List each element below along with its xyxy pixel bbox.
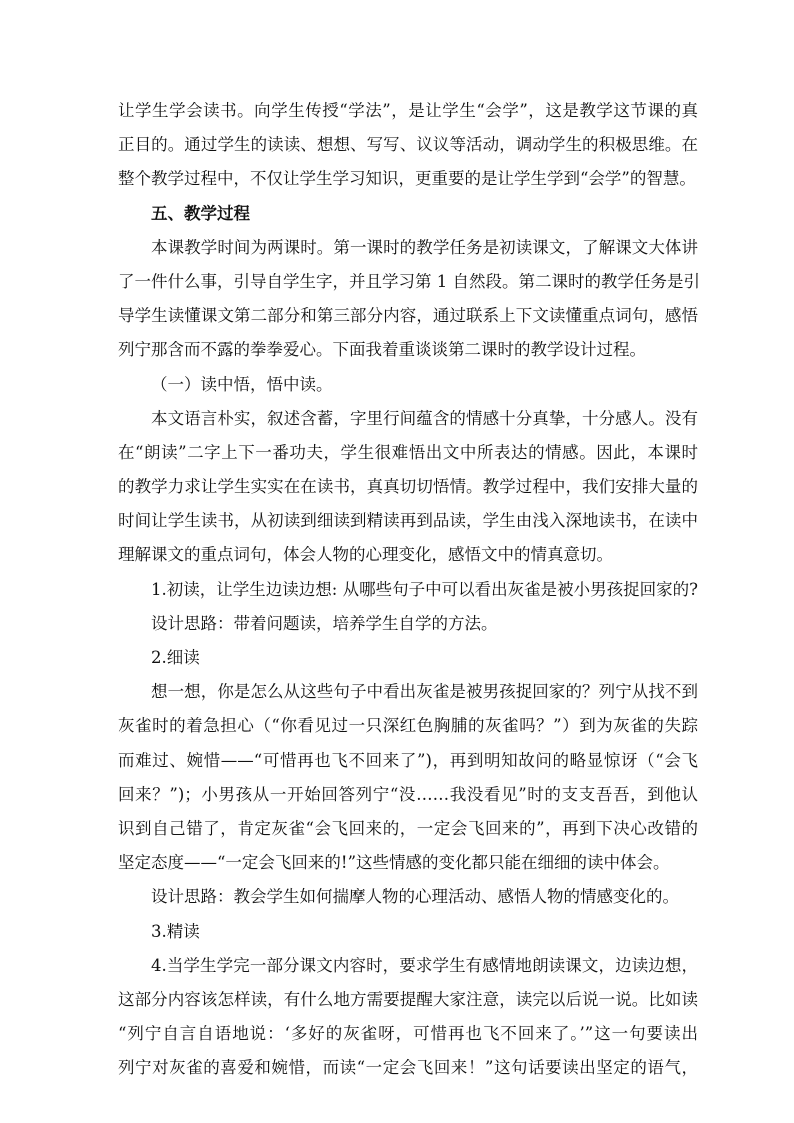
subsection-heading: （一）读中悟，悟中读。	[151, 374, 333, 394]
text-line: 整个教学过程中，不仅让学生学习知识，更重要的是让学生学到“会学”的智慧。	[118, 169, 696, 189]
text-line: 2.细读	[151, 648, 200, 667]
text-line: 理解课文的重点词句，体会人物的心理变化，感悟文中的情真意切。	[118, 545, 613, 565]
text-line: 设计思路：带着问题读，培养学生自学的方法。	[151, 613, 498, 633]
text-line: 4.当学生学完一部分课文内容时，要求学生有感情地朗读课文，边读边想，	[151, 955, 698, 975]
text-line: 正目的。通过学生的读读、想想、写写、议议等活动，调动学生的积极思维。在	[118, 135, 698, 155]
text-line: 列宁对灰雀的喜爱和婉惜，而读“一定会飞回来！”这句话要读出坚定的语气，	[118, 1058, 698, 1078]
text-line: 列宁那含而不露的拳拳爱心。下面我着重谈谈第二课时的教学设计过程。	[118, 340, 646, 360]
text-line: 导学生读懂课文第二部分和第三部分内容，通过联系上下文读懂重点词句，感悟	[118, 306, 698, 326]
text-line: 让学生学会读书。向学生传授“学法”，是让学生“会学”，这是教学这节课的真	[118, 101, 698, 120]
text-line: 灰雀时的着急担心（“你看见过一只深红色胸脯的灰雀吗？”）到为灰雀的失踪	[118, 716, 698, 736]
text-line: 3.精读	[151, 921, 200, 941]
text-line: 设计思路：教会学生如何揣摩人物的心理活动、感悟人物的情感变化的。	[151, 887, 679, 907]
text-line: 了一件什么事，引导自学生字，并且学习第 1 自然段。第二课时的教学任务是引	[118, 271, 700, 291]
text-line: 这部分内容该怎样读，有什么地方需要提醒大家注意，读完以后说一说。比如读	[118, 989, 698, 1009]
text-line: 本文语言朴实，叙述含蓄，字里行间蕴含的情感十分真挚，十分感人。没有	[151, 408, 698, 428]
text-line: 回来？”)；小男孩从一开始回答列宁“没……我没看见”时的支支吾吾，到他认	[118, 784, 698, 804]
document-body	[118, 94, 698, 1085]
text-line: 的教学力求让学生实实在在读书，真真切切悟情。教学过程中，我们安排大量的	[118, 477, 698, 497]
text-line: 在“朗读”二字上下一番功夫，学生很难悟出文中所表达的情感。因此，本课时	[118, 442, 698, 462]
section-heading: 五、教学过程	[151, 203, 250, 223]
text-line: 识到自己错了，肯定灰雀“会飞回来的，一定会飞回来的”，再到下决心改错的	[118, 818, 698, 838]
text-line: “列宁自言自语地说：‘多好的灰雀呀，可惜再也飞不回来了。’”这一句要读出	[118, 1024, 698, 1044]
text-line: 而难过、婉惜——“可惜再也飞不回来了”)，再到明知故问的略显惊讶（“会飞	[118, 750, 698, 770]
text-line: 本课教学时间为两课时。第一课时的教学任务是初读课文，了解课文大体讲	[151, 237, 698, 257]
text-line: 1.初读，让学生边读边想: 从哪些句子中可以看出灰雀是被小男孩捉回家的?	[151, 579, 698, 599]
text-line: 坚定态度——“一定会飞回来的!”这些情感的变化都只能在细细的读中体会。	[118, 853, 670, 873]
text-line: 时间让学生读书，从初读到细读到精读再到品读，学生由浅入深地读书，在读中	[118, 511, 698, 531]
text-line: 想一想，你是怎么从这些句子中看出灰雀是被男孩捉回家的？列宁从找不到	[151, 682, 698, 702]
